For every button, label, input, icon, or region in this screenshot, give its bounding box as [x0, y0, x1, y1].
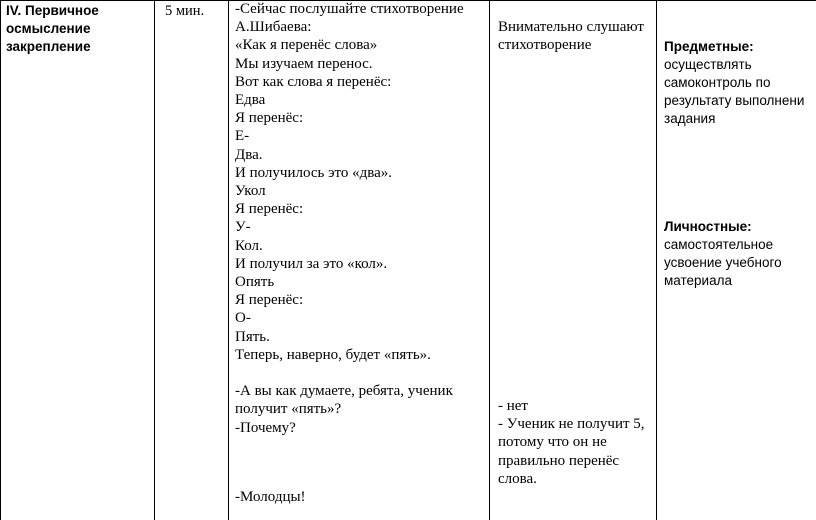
poem-line: Пять. — [235, 328, 270, 345]
poem-line: Я перенёс: — [235, 292, 304, 309]
result-line: результату выполнени — [664, 93, 805, 108]
subject-results — [664, 38, 816, 128]
stage-line: закрепление — [6, 39, 91, 54]
poem-line: Вот как слова я перенёс: — [235, 73, 392, 90]
poem-line: У- — [235, 219, 251, 236]
personal-results-heading: Личностные: — [664, 219, 752, 234]
subject-results-heading: Предметные: — [664, 39, 754, 54]
question-line: получит «пять»? — [235, 401, 342, 418]
answer-line: слова. — [498, 470, 537, 487]
stage-cell — [6, 2, 99, 56]
column-border — [154, 0, 155, 520]
poem-line: Е- — [235, 128, 250, 145]
poem-line: Укол — [235, 183, 266, 200]
student-answers — [498, 397, 645, 488]
question-line: -Почему? — [235, 419, 296, 436]
time-value: 5 мин. — [165, 3, 205, 19]
result-line: осуществлять — [664, 57, 752, 72]
poem-line: А.Шибаева: — [235, 19, 312, 36]
poem-line: Мы изучаем перенос. — [235, 55, 373, 72]
student-line: Внимательно слушают — [498, 19, 644, 35]
column-border — [228, 0, 229, 520]
time-cell — [165, 2, 204, 20]
question-line: -А вы как думаете, ребята, ученик — [235, 383, 453, 400]
student-line: стихотворение — [498, 37, 592, 54]
poem-line: О- — [235, 310, 251, 327]
answer-line: потому что он не — [498, 434, 607, 451]
poem-line: -Сейчас послушайте стихотворение — [235, 1, 464, 17]
stage-line: IV. Первичное — [6, 3, 99, 18]
poem-line: И получилось это «два». — [235, 164, 393, 181]
result-line: усвоение учебного — [664, 255, 782, 270]
answer-line: - нет — [498, 398, 528, 414]
personal-results — [664, 218, 816, 290]
answer-line: правильно перенёс — [498, 452, 620, 469]
poem-line: И получил за это «кол». — [235, 255, 388, 272]
closing-line: -Молодцы! — [235, 489, 306, 505]
poem-line: «Как я перенёс слова» — [235, 37, 378, 54]
poem-line: Два. — [235, 146, 263, 163]
stage-line: осмысление — [6, 21, 91, 36]
column-border — [656, 0, 657, 520]
poem-line: Едва — [235, 92, 266, 109]
column-border — [489, 0, 490, 520]
column-border — [0, 0, 1, 520]
answer-line: - Ученик не получит 5, — [498, 416, 645, 433]
poem-line: Опять — [235, 274, 275, 291]
result-line: материала — [664, 273, 732, 288]
poem-line: Теперь, наверно, будет «пять». — [235, 346, 431, 363]
result-line: самостоятельное — [664, 237, 774, 252]
result-line: задания — [664, 111, 716, 126]
result-line: самоконтроль по — [664, 75, 771, 90]
line-gap — [235, 364, 464, 382]
student-activity-cell — [498, 18, 644, 54]
poem-line: Я перенёс: — [235, 110, 304, 127]
teacher-closing — [235, 488, 306, 506]
poem-line: Я перенёс: — [235, 201, 304, 218]
teacher-activity-cell — [235, 0, 464, 437]
poem-line: Кол. — [235, 237, 263, 254]
